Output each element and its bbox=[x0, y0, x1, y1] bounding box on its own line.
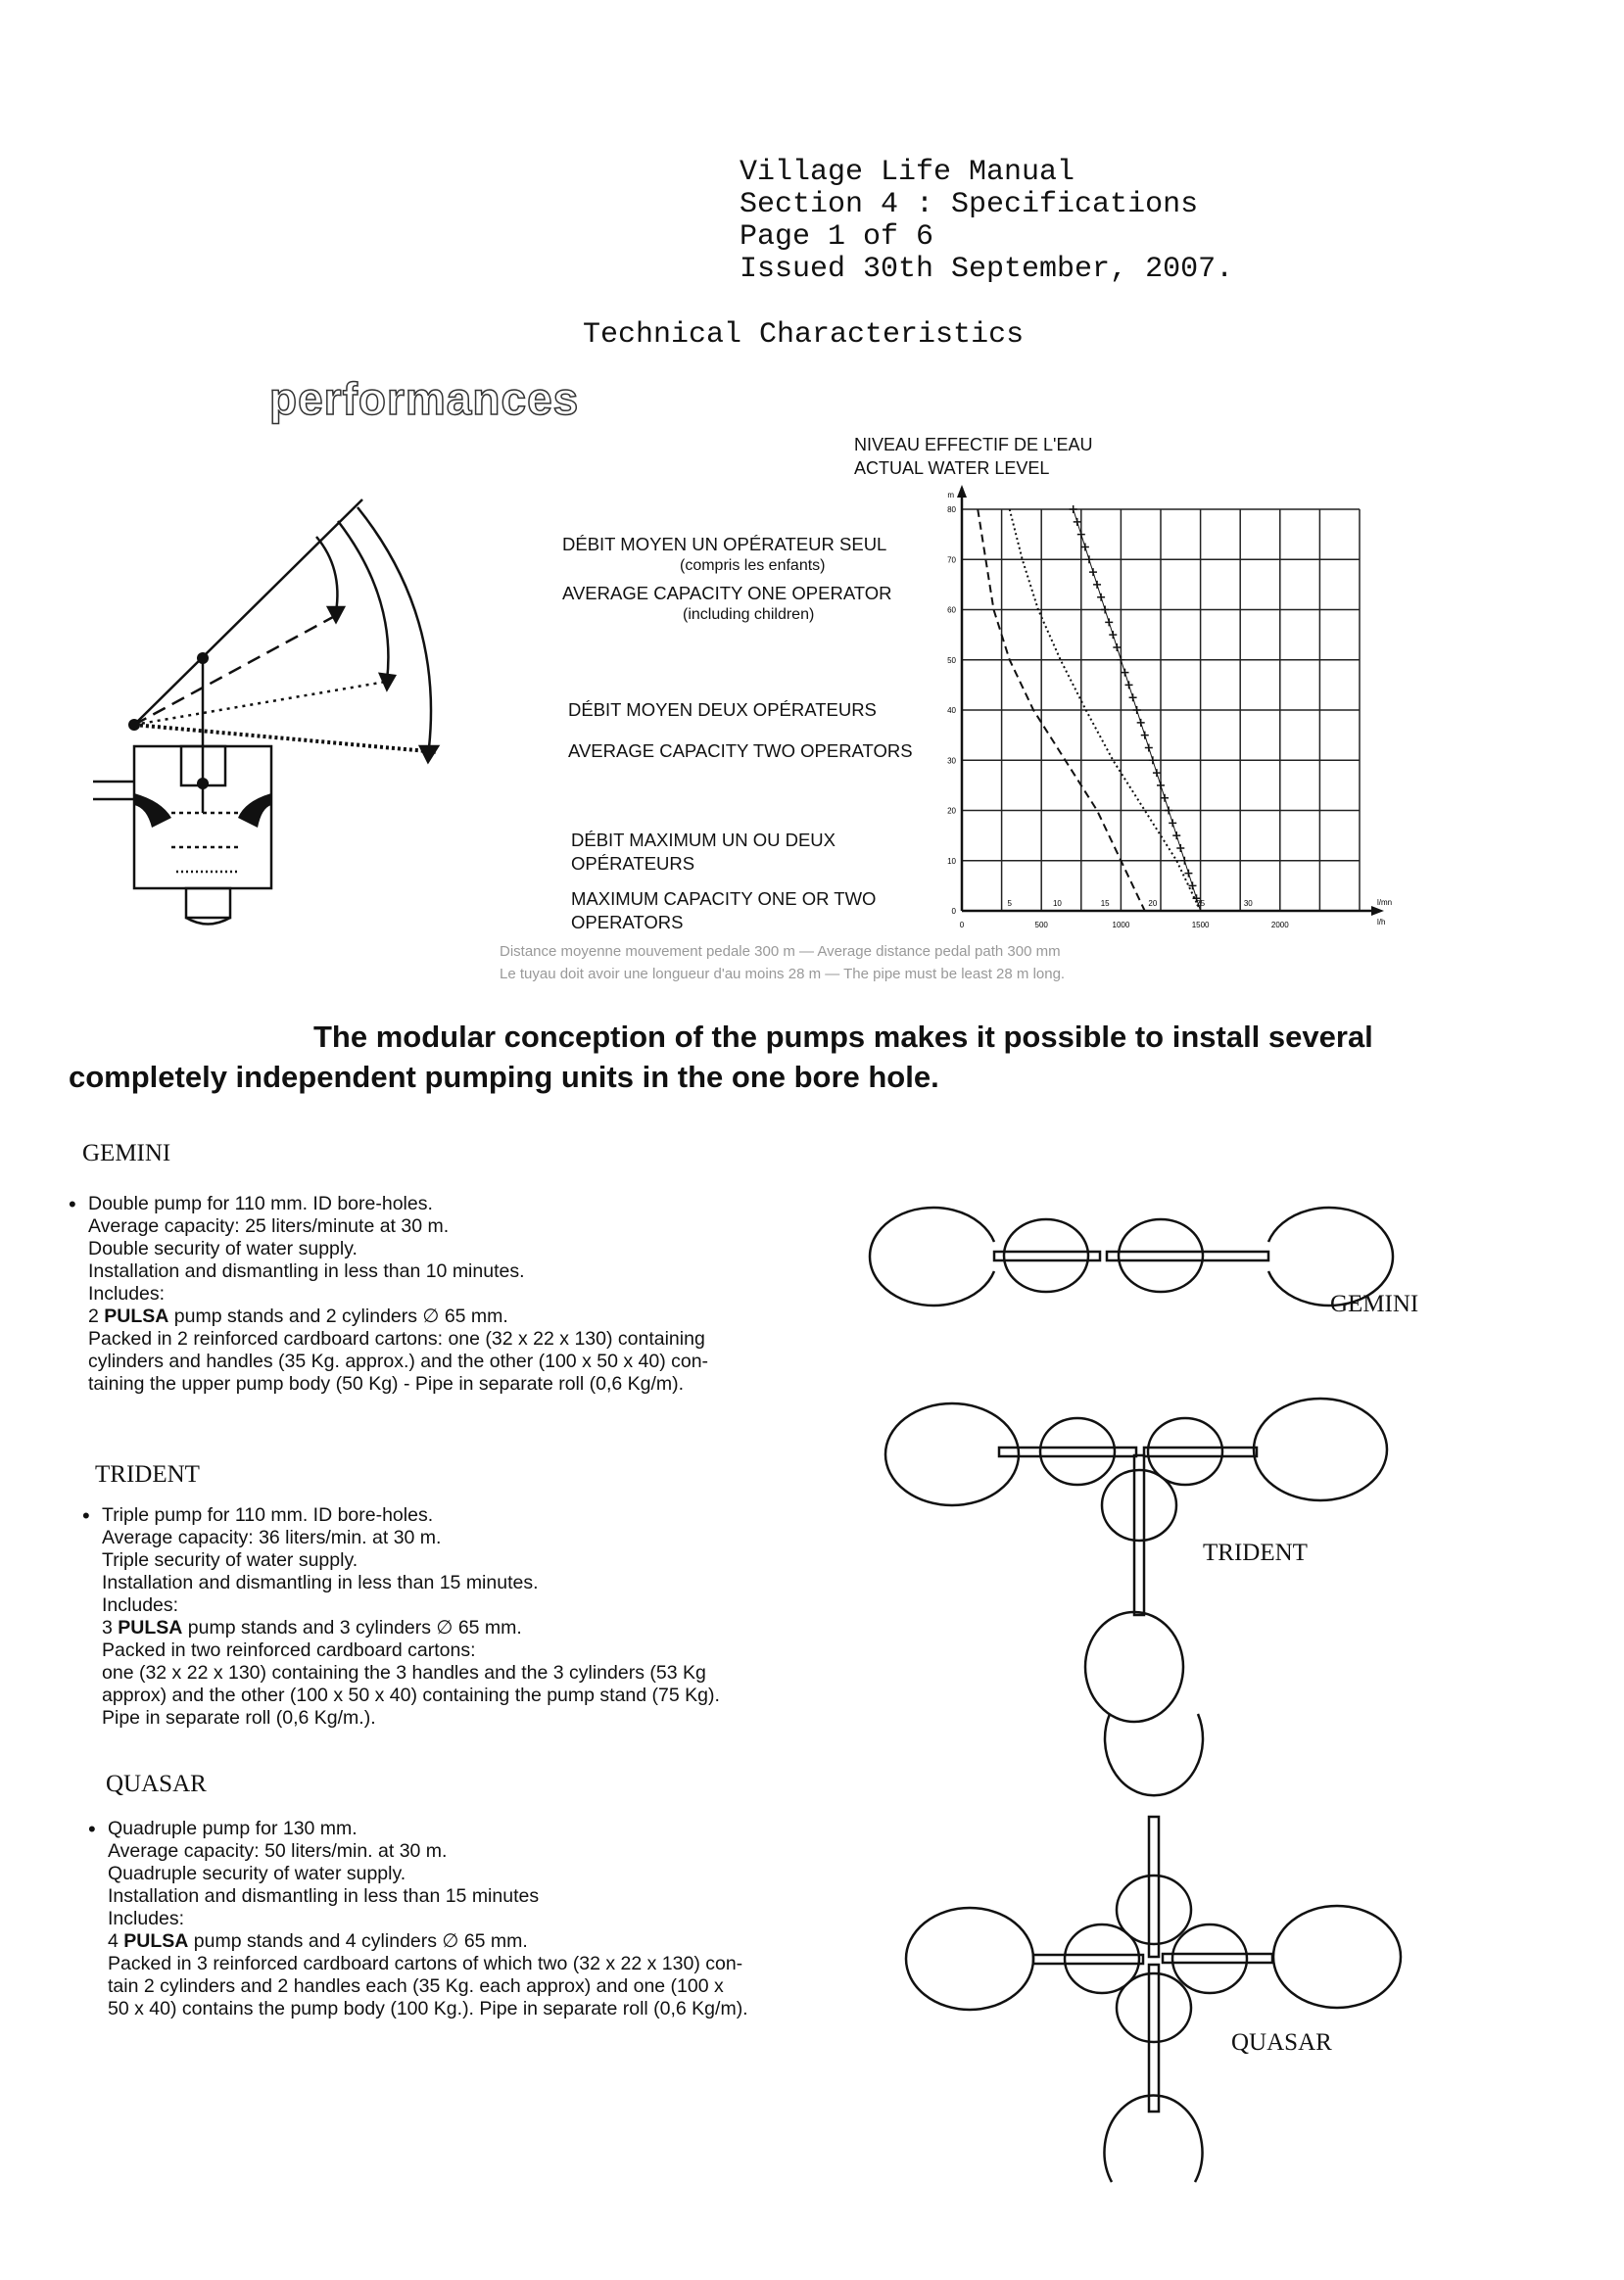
chart-x-tick-label: 500 bbox=[1034, 921, 1048, 929]
chart-x-tick-label: 0 bbox=[959, 921, 965, 929]
trident-line: Packed in two reinforced cardboard cartons: bbox=[102, 1639, 476, 1661]
chart-y-tick-label: 30 bbox=[947, 756, 956, 766]
chart-data-point bbox=[1141, 732, 1149, 739]
quasar-stands-suffix: pump stands and 4 cylinders ∅ 65 mm. bbox=[188, 1930, 528, 1952]
trident-title: TRIDENT bbox=[95, 1461, 200, 1488]
quasar-diagram-label: QUASAR bbox=[1231, 2029, 1332, 2056]
quasar-diagram bbox=[896, 1704, 1415, 2184]
chart-y-tick-label: 80 bbox=[947, 505, 956, 514]
gemini-line: taining the upper pump body (50 Kg) - Pipe in separate roll (0,6 Kg/m). bbox=[88, 1373, 685, 1395]
chart-bottom-note bbox=[500, 940, 1065, 985]
chart-x2-tick-label: 25 bbox=[1196, 899, 1206, 908]
gemini-pulsa: PULSA bbox=[104, 1306, 169, 1327]
chart-x2-tick-label: 15 bbox=[1100, 899, 1110, 908]
quasar-line: Installation and dismantling in less than 15 minutes bbox=[108, 1885, 540, 1907]
chart-data-point bbox=[1125, 681, 1133, 689]
gemini-line: Double pump for 110 mm. ID bore-holes. bbox=[88, 1193, 433, 1214]
quasar-bullet: • bbox=[88, 1817, 96, 1841]
gemini-title: GEMINI bbox=[82, 1140, 171, 1166]
chart-x2-tick-label: 5 bbox=[1007, 899, 1012, 908]
trident-line: Pipe in separate roll (0,6 Kg/m.). bbox=[102, 1707, 376, 1729]
trident-line: Triple pump for 110 mm. ID bore-holes. bbox=[102, 1504, 434, 1526]
chart-x-tick-label: 1000 bbox=[1112, 921, 1130, 929]
trident-line: one (32 x 22 x 130) containing the 3 handles and the 3 cylinders (53 Kg bbox=[102, 1662, 706, 1684]
label-max-fr-2: OPÉRATEURS bbox=[571, 853, 695, 874]
chart-data-point bbox=[1093, 581, 1101, 589]
quasar-pulsa: PULSA bbox=[123, 1930, 189, 1952]
chart-y-tick-label: 40 bbox=[947, 706, 956, 715]
gemini-line: Double security of water supply. bbox=[88, 1238, 358, 1259]
chart-data-point bbox=[1176, 844, 1184, 852]
chart-data-point bbox=[1109, 631, 1117, 639]
chart-ylabel-en: ACTUAL WATER LEVEL bbox=[854, 458, 1050, 478]
trident-diagram bbox=[882, 1391, 1401, 1724]
label-max-en-2: OPERATORS bbox=[571, 912, 684, 932]
gemini-bullet: • bbox=[69, 1192, 76, 1216]
chart-data-point bbox=[1077, 531, 1085, 539]
performances-title: performances bbox=[269, 373, 580, 424]
chart-data-point bbox=[1105, 618, 1113, 626]
quasar-line: Includes: bbox=[108, 1908, 185, 1929]
chart-data-point bbox=[1180, 857, 1188, 865]
quasar-line: Quadruple pump for 130 mm. bbox=[108, 1818, 358, 1839]
trident-description bbox=[82, 1503, 720, 1730]
chart-x2-unit: l/mn bbox=[1377, 898, 1393, 907]
chart-y-arrow bbox=[957, 485, 967, 498]
label-avg1-fr: DÉBIT MOYEN UN OPÉRATEUR SEUL bbox=[562, 534, 887, 554]
label-avg1-en: AVERAGE CAPACITY ONE OPERATOR bbox=[562, 583, 892, 603]
label-avg2-fr: DÉBIT MOYEN DEUX OPÉRATEURS bbox=[568, 699, 877, 720]
chart-x-unit: l/h bbox=[1377, 918, 1386, 926]
chart-data-point bbox=[1169, 819, 1176, 827]
trident-bullet: • bbox=[82, 1503, 90, 1528]
gemini-description bbox=[69, 1192, 709, 1396]
chart-data-point bbox=[1157, 782, 1165, 789]
chart-data-point bbox=[1117, 656, 1124, 664]
chart-x2-tick-label: 10 bbox=[1052, 899, 1062, 908]
quasar-stands-prefix: 4 bbox=[108, 1930, 124, 1952]
gemini-line: Average capacity: 25 liters/minute at 30 m. bbox=[88, 1215, 450, 1237]
chart-ylabel-fr: NIVEAU EFFECTIF DE L'EAU bbox=[854, 435, 1093, 454]
gemini-line: Packed in 2 reinforced cardboard cartons: one (32 x 22 x 130) containing bbox=[88, 1328, 705, 1350]
trident-stands-prefix: 3 bbox=[102, 1617, 119, 1639]
quasar-title: QUASAR bbox=[106, 1771, 207, 1797]
pump-lever-schematic bbox=[93, 490, 465, 940]
header-page: Page 1 of 6 bbox=[740, 220, 934, 254]
gemini-line: cylinders and handles (35 Kg. approx.) and the other (100 x 50 x 40) con- bbox=[88, 1351, 709, 1372]
chart-note-line-1: Distance moyenne mouvement pedale 300 m — Average distance pedal path 300 mm bbox=[500, 943, 1061, 960]
chart-x-arrow bbox=[1371, 906, 1384, 916]
statement-line-2: completely independent pumping units in the one bore hole. bbox=[69, 1060, 939, 1094]
chart-data-point bbox=[1074, 518, 1081, 526]
gemini-line: Includes: bbox=[88, 1283, 166, 1305]
label-max-en-1: MAXIMUM CAPACITY ONE OR TWO bbox=[571, 888, 877, 909]
chart-y-tick-label: 10 bbox=[947, 856, 956, 866]
gemini-diagram-label: GEMINI bbox=[1330, 1291, 1419, 1317]
gemini-stands-prefix: 2 bbox=[88, 1306, 105, 1327]
quasar-line: Packed in 3 reinforced cardboard cartons of which two (32 x 22 x 130) con- bbox=[108, 1953, 743, 1974]
chart-data-point bbox=[1085, 555, 1093, 563]
chart-data-point bbox=[1161, 794, 1169, 802]
chart-data-point bbox=[1149, 756, 1157, 764]
chart-data-point bbox=[1113, 643, 1121, 651]
chart-y-tick-label: 70 bbox=[947, 555, 956, 565]
quasar-description bbox=[88, 1817, 748, 2020]
chart-data-point bbox=[1070, 505, 1077, 513]
trident-line: Average capacity: 36 liters/min. at 30 m. bbox=[102, 1527, 442, 1548]
label-avg2-en: AVERAGE CAPACITY TWO OPERATORS bbox=[568, 740, 913, 761]
header-section: Section 4 : Specifications bbox=[740, 188, 1199, 221]
label-average-one-operator bbox=[562, 534, 892, 626]
header-manual-title: Village Life Manual bbox=[740, 156, 1075, 189]
technical-characteristics-title: Technical Characteristics bbox=[583, 318, 1025, 352]
gemini-stands-suffix: pump stands and 2 cylinders ∅ 65 mm. bbox=[168, 1306, 508, 1327]
trident-line: Triple security of water supply. bbox=[102, 1549, 358, 1571]
quasar-line: Average capacity: 50 liters/min. at 30 m. bbox=[108, 1840, 448, 1862]
chart-data-point bbox=[1097, 594, 1105, 601]
header-issued: Issued 30th September, 2007. bbox=[740, 253, 1234, 286]
modular-statement bbox=[69, 1017, 1489, 1097]
chart-y-tick-label: 60 bbox=[947, 605, 956, 615]
chart-data-point bbox=[1121, 669, 1128, 677]
label-max-fr-1: DÉBIT MAXIMUM UN OU DEUX bbox=[571, 830, 836, 850]
chart-x2-tick-label: 30 bbox=[1243, 899, 1253, 908]
chart-y-tick-label: 20 bbox=[947, 806, 956, 816]
quasar-stands-line bbox=[108, 1930, 748, 1953]
label-average-two-operators bbox=[568, 698, 913, 763]
chart-y-tick-label: 0 bbox=[951, 907, 956, 916]
chart-data-point bbox=[1172, 831, 1180, 839]
chart-data-point bbox=[1153, 769, 1161, 777]
chart-data-point bbox=[1184, 870, 1192, 878]
chart-data-point bbox=[1165, 807, 1172, 815]
chart-note-line-2: Le tuyau doit avoir une longueur d'au moins 28 m — The pipe must be least 28 m long. bbox=[500, 966, 1066, 982]
gemini-stands-line bbox=[88, 1306, 708, 1328]
chart-data-point bbox=[1081, 543, 1089, 550]
chart-x2-tick-label: 20 bbox=[1148, 899, 1158, 908]
quasar-line: Quadruple security of water supply. bbox=[108, 1863, 406, 1884]
quasar-line: tain 2 cylinders and 2 handles each (35 Kg. each approx) and one (100 x bbox=[108, 1975, 724, 1997]
label-maximum-capacity bbox=[571, 829, 876, 934]
chart-x-tick-label: 2000 bbox=[1270, 921, 1289, 929]
chart-ylabel bbox=[854, 433, 1092, 480]
trident-line: Installation and dismantling in less than 15 minutes. bbox=[102, 1572, 539, 1593]
trident-diagram-label: TRIDENT bbox=[1203, 1540, 1308, 1566]
chart-data-point bbox=[1101, 606, 1109, 614]
chart-data-point bbox=[1137, 719, 1145, 727]
document-header bbox=[740, 157, 1233, 286]
gemini-line: Installation and dismantling in less than 10 minutes. bbox=[88, 1260, 525, 1282]
performance-chart bbox=[940, 485, 1393, 929]
chart-y-unit: m bbox=[947, 491, 954, 499]
chart-x-tick-label: 1500 bbox=[1191, 921, 1210, 929]
trident-stands-suffix: pump stands and 3 cylinders ∅ 65 mm. bbox=[182, 1617, 522, 1639]
chart-data-point bbox=[1129, 693, 1137, 701]
trident-pulsa: PULSA bbox=[118, 1617, 183, 1639]
statement-line-1: The modular conception of the pumps makes it possible to install several bbox=[313, 1020, 1373, 1054]
chart-data-point bbox=[1089, 568, 1097, 576]
trident-line: approx) and the other (100 x 50 x 40) containing the pump stand (75 Kg). bbox=[102, 1685, 720, 1706]
trident-stands-line bbox=[102, 1617, 720, 1639]
chart-data-point bbox=[1145, 743, 1153, 751]
label-avg1-en-sub: (including children) bbox=[683, 606, 815, 623]
quasar-line: 50 x 40) contains the pump body (100 Kg.). Pipe in separate roll (0,6 Kg/m). bbox=[108, 1998, 748, 2019]
label-avg1-fr-sub: (compris les enfants) bbox=[680, 557, 826, 574]
chart-data-point bbox=[1133, 706, 1141, 714]
trident-line: Includes: bbox=[102, 1594, 179, 1616]
chart-y-tick-label: 50 bbox=[947, 655, 956, 665]
gemini-diagram bbox=[877, 1195, 1406, 1322]
